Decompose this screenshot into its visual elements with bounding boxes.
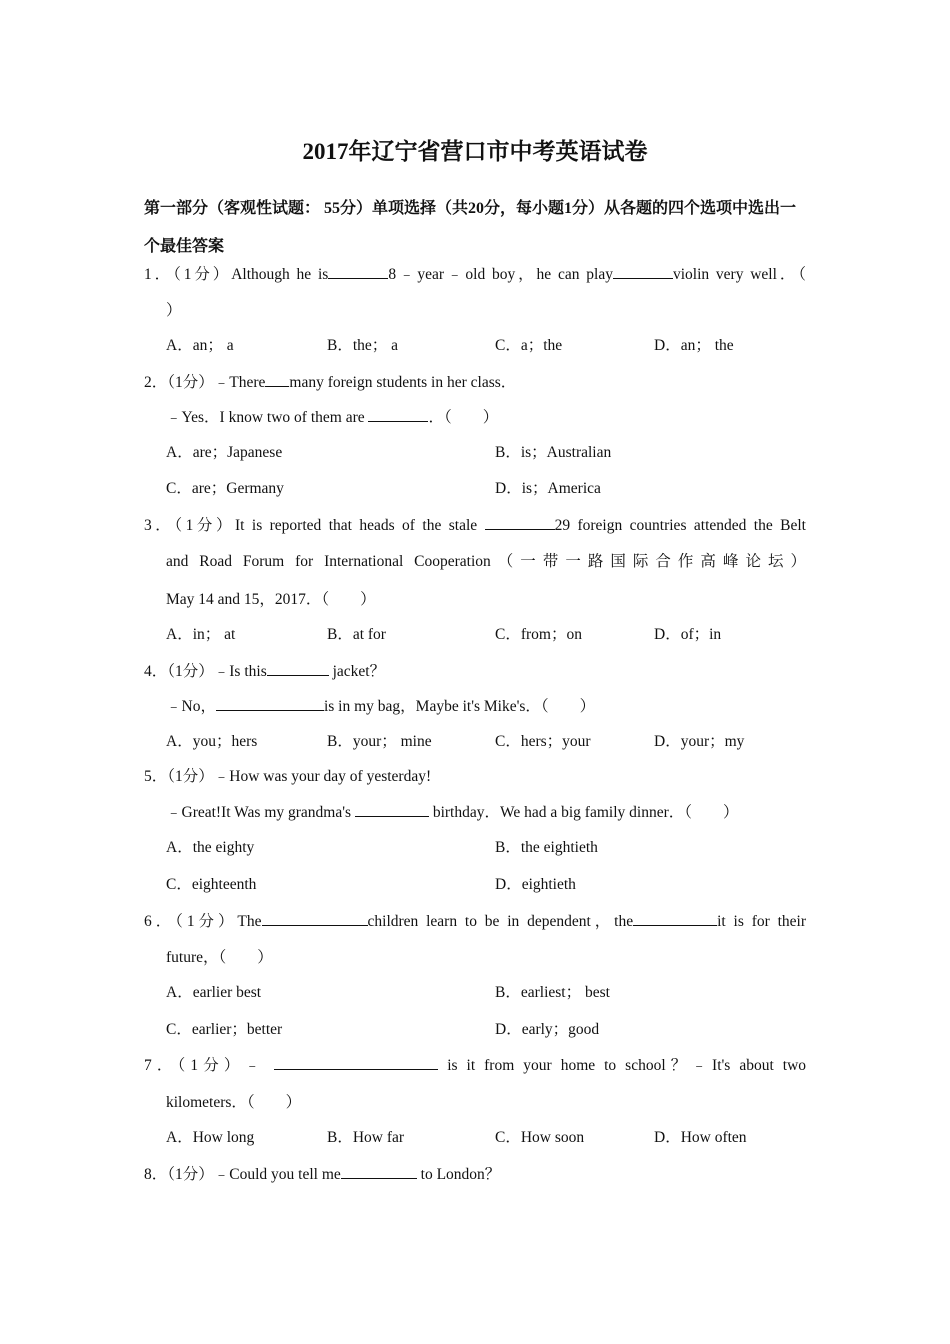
- question-2: 2．（1分）﹣There many foreign students in her class．: [144, 371, 516, 394]
- option-c[interactable]: C．eighteenth: [166, 876, 257, 893]
- question-number: 6．（1分）: [144, 913, 238, 930]
- page-title: 2017年辽宁省营口市中考英语试卷: [302, 139, 648, 164]
- option-b[interactable]: B．earliest； best: [495, 984, 610, 1001]
- answer-blank: [267, 660, 329, 676]
- answer-blank: [633, 910, 717, 926]
- option-b[interactable]: B．is；Australian: [495, 444, 612, 461]
- question-7: 7．（1分）﹣ is it from your home to school？﹣It's about two: [144, 1054, 806, 1077]
- option-a[interactable]: A．earlier best: [166, 984, 262, 1001]
- question-4: 4．（1分）﹣Is this jacket？: [144, 660, 385, 683]
- question-number: 3．（1分）: [144, 517, 235, 534]
- option-c[interactable]: C．a；the: [495, 337, 563, 354]
- question-number: 1．（1分）: [144, 266, 232, 283]
- option-b[interactable]: B．How far: [327, 1129, 405, 1146]
- option-b[interactable]: B．the eightieth: [495, 839, 598, 856]
- option-c[interactable]: C．How soon: [495, 1129, 585, 1146]
- option-a[interactable]: A．the eighty: [166, 839, 255, 856]
- answer-blank: [485, 514, 555, 530]
- option-b[interactable]: B．the； a: [327, 337, 399, 354]
- answer-blank: [613, 263, 673, 279]
- question-1: 1．（1分）Although he is 8﹣year﹣old boy，he can play violin very well．（: [144, 263, 806, 286]
- question-number: 5．（1分）: [144, 768, 214, 785]
- question-5-line2: ﹣Great!It Was my grandma's birthday．We had a big family dinner．（ ）: [166, 801, 738, 824]
- question-2-line2: ﹣Yes．I know two of them are ．（ ）: [166, 406, 498, 429]
- option-d[interactable]: D．eightieth: [495, 876, 576, 893]
- question-8: 8．（1分）﹣Could you tell me to London？: [144, 1163, 500, 1186]
- option-c[interactable]: C．are；Germany: [166, 480, 284, 497]
- question-1-close: ）: [166, 302, 182, 319]
- option-c[interactable]: C．earlier；better: [166, 1021, 283, 1038]
- question-number: 8．（1分）: [144, 1166, 214, 1183]
- answer-blank: [274, 1054, 438, 1070]
- option-c[interactable]: C．from；on: [495, 626, 582, 643]
- option-d[interactable]: D．How often: [654, 1129, 747, 1146]
- question-6-line2: future，（ ）: [166, 949, 273, 966]
- option-d[interactable]: D．of；in: [654, 626, 722, 643]
- question-7-line2: kilometers．（ ）: [166, 1094, 302, 1111]
- option-d[interactable]: D．your；my: [654, 733, 745, 750]
- question-5: 5．（1分）﹣How was your day of yesterday!: [144, 768, 432, 785]
- answer-blank: [216, 695, 324, 711]
- question-4-line2: ﹣No， is in my bag，Maybe it's Mike's．（ ）: [166, 695, 595, 718]
- option-c[interactable]: C．hers；your: [495, 733, 591, 750]
- answer-blank: [341, 1163, 417, 1179]
- answer-blank: [355, 801, 429, 817]
- question-3-line2: and Road Forum for International Cooperation（一带一路国际合作高峰论坛）: [166, 553, 806, 570]
- option-a[interactable]: A．are；Japanese: [166, 444, 283, 461]
- option-b[interactable]: B．your； mine: [327, 733, 432, 750]
- option-a[interactable]: A．you；hers: [166, 733, 258, 750]
- question-3: 3．（1分）It is reported that heads of the stale 29 foreign countries attended the Belt: [144, 514, 806, 537]
- answer-blank: [265, 371, 289, 387]
- option-d[interactable]: D．is；America: [495, 480, 601, 497]
- question-number: 2．（1分）: [144, 374, 214, 391]
- answer-blank: [262, 910, 368, 926]
- answer-blank: [328, 263, 388, 279]
- option-d[interactable]: D．early；good: [495, 1021, 600, 1038]
- option-a[interactable]: A．in； at: [166, 626, 236, 643]
- option-b[interactable]: B．at for: [327, 626, 386, 643]
- option-a[interactable]: A．an； a: [166, 337, 234, 354]
- question-number: 7．（1分）﹣: [144, 1057, 266, 1074]
- option-d[interactable]: D．an； the: [654, 337, 734, 354]
- question-3-line3: May 14 and 15，2017．（ ）: [166, 591, 376, 608]
- question-number: 4．（1分）: [144, 663, 214, 680]
- option-a[interactable]: A．How long: [166, 1129, 255, 1146]
- section-instructions: 第一部分（客观性试题： 55分）单项选择（共20分，每小题1分）从各题的四个选项中选出一个最佳答案: [144, 200, 797, 255]
- question-6: 6．（1分）The children learn to be in dependent，the it is for their: [144, 910, 806, 933]
- answer-blank: [368, 406, 428, 422]
